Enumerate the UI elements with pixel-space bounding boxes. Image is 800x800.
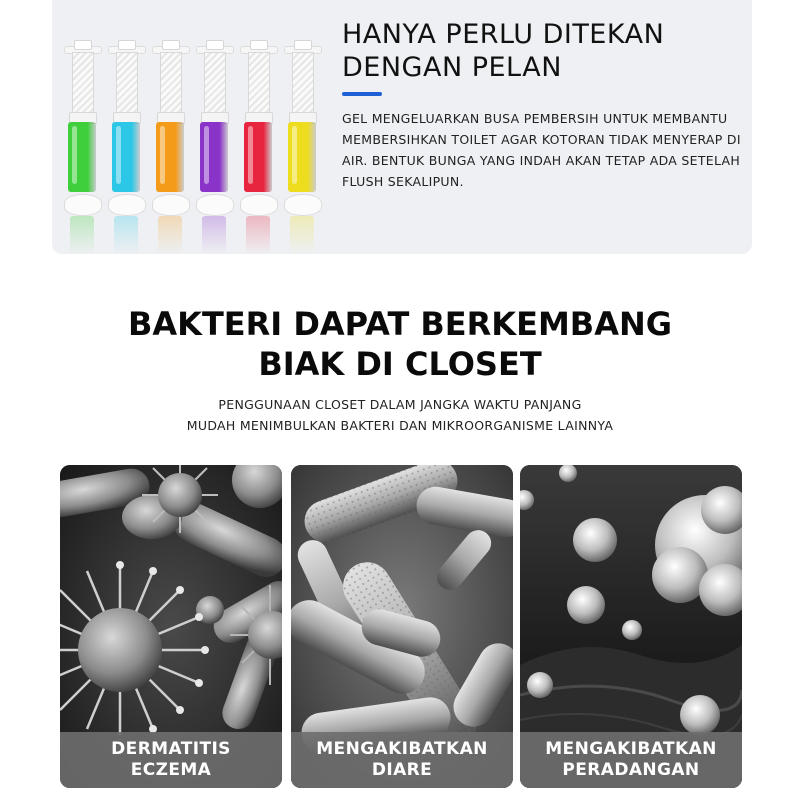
subtext-line1: PENGGUNAAN CLOSET DALAM JANGKA WAKTU PANJANG bbox=[218, 397, 582, 412]
card-label-line1: DERMATITIS bbox=[111, 739, 231, 759]
panel-title bbox=[342, 18, 742, 84]
card-label-line1: MENGAKIBATKAN bbox=[545, 739, 717, 759]
gel-syringe bbox=[240, 40, 276, 254]
syringe-base bbox=[64, 194, 102, 216]
syringe-base bbox=[152, 194, 190, 216]
section-headline bbox=[0, 304, 800, 384]
syringe-reflection bbox=[70, 216, 94, 254]
syringe-plunger bbox=[74, 40, 92, 50]
syringe-reflection bbox=[114, 216, 138, 254]
gel-syringe bbox=[108, 40, 144, 254]
syringe-plunger bbox=[162, 40, 180, 50]
product-panel bbox=[52, 0, 752, 254]
card-label-line1: MENGAKIBATKAN bbox=[316, 739, 488, 759]
syringe-base bbox=[284, 194, 322, 216]
syringe-reflection bbox=[158, 216, 182, 254]
subtext-line2: MUDAH MENIMBULKAN BAKTERI DAN MIKROORGANISME LAINNYA bbox=[186, 418, 614, 433]
syringe-base bbox=[240, 194, 278, 216]
syringe-reflection bbox=[202, 216, 226, 254]
syringe-gel bbox=[200, 122, 228, 192]
section-subtext bbox=[0, 394, 800, 436]
gel-syringe bbox=[284, 40, 320, 254]
panel-description: GEL MENGELUARKAN BUSA PEMBERSIH UNTUK MEMBANTU MEMBERSIHKAN TOILET AGAR KOTORAN TIDAK MENYERAP DI AIR. BENTUK BUNGA YANG INDAH AKAN TETAP ADA SETELAH FLUSH SEKALIPUN. bbox=[342, 111, 741, 189]
card-peradangan bbox=[520, 465, 742, 788]
gel-syringe bbox=[64, 40, 100, 254]
syringe-gel bbox=[244, 122, 272, 192]
gel-syringe bbox=[196, 40, 232, 254]
panel-title-line2: DENGAN PELAN bbox=[342, 52, 562, 83]
syringe-barrel bbox=[292, 52, 314, 114]
syringe-barrel bbox=[248, 52, 270, 114]
syringe-barrel bbox=[116, 52, 138, 114]
syringe-plunger bbox=[250, 40, 268, 50]
syringe-gel bbox=[288, 122, 316, 192]
card-label bbox=[520, 732, 742, 788]
syringe-plunger bbox=[118, 40, 136, 50]
card-label-line2: ECZEMA bbox=[130, 760, 212, 780]
syringe-barrel bbox=[72, 52, 94, 114]
syringe-base bbox=[196, 194, 234, 216]
syringe-plunger bbox=[206, 40, 224, 50]
accent-bar bbox=[342, 92, 382, 96]
card-label-line2: PERADANGAN bbox=[562, 760, 700, 780]
gel-syringes-image bbox=[64, 40, 334, 254]
headline-line1: BAKTERI DAPAT BERKEMBANG bbox=[127, 305, 672, 343]
card-label bbox=[60, 732, 282, 788]
syringe-gel bbox=[68, 122, 96, 192]
card-dermatitis bbox=[60, 465, 282, 788]
syringe-reflection bbox=[246, 216, 270, 254]
syringe-gel bbox=[156, 122, 184, 192]
syringe-plunger bbox=[294, 40, 312, 50]
card-label bbox=[291, 732, 513, 788]
syringe-barrel bbox=[204, 52, 226, 114]
headline-line2: BIAK DI CLOSET bbox=[258, 345, 542, 383]
syringe-barrel bbox=[160, 52, 182, 114]
gel-syringe bbox=[152, 40, 188, 254]
syringe-base bbox=[108, 194, 146, 216]
panel-title-line1: HANYA PERLU DITEKAN bbox=[342, 19, 665, 50]
syringe-reflection bbox=[290, 216, 314, 254]
syringe-gel bbox=[112, 122, 140, 192]
card-label-line2: DIARE bbox=[371, 760, 433, 780]
card-diare bbox=[291, 465, 513, 788]
